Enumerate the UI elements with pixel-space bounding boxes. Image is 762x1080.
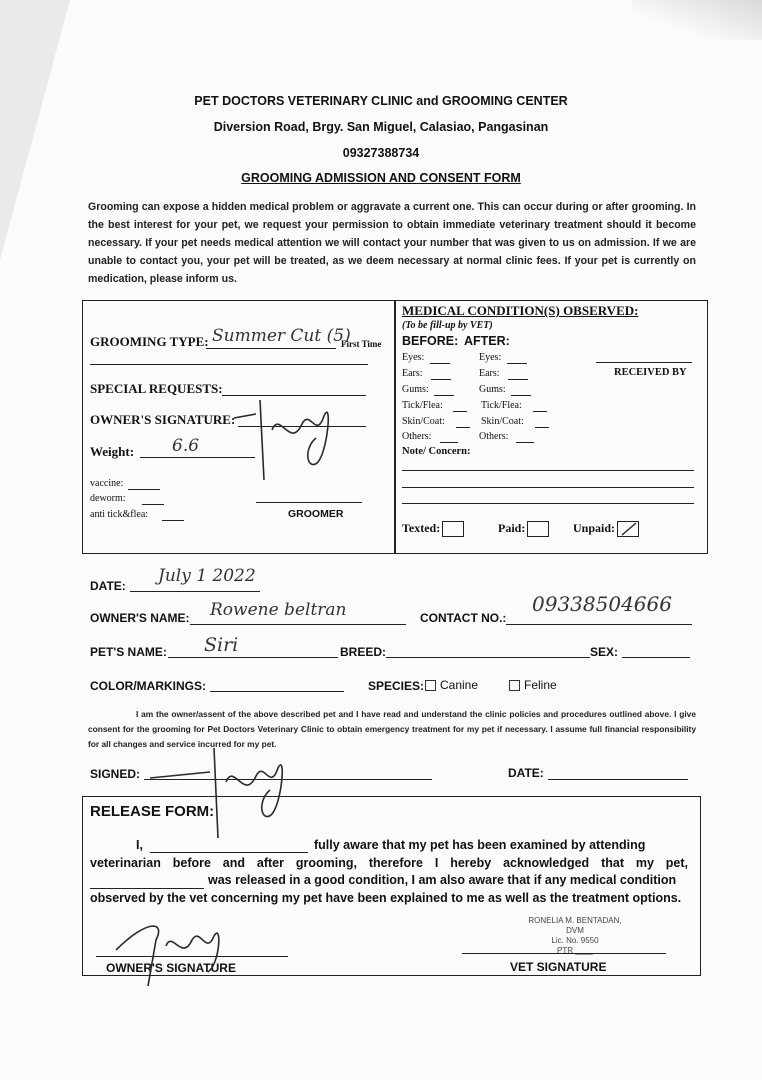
after-eyes: Eyes: — [479, 352, 502, 363]
weight-value: 6.6 — [172, 436, 200, 456]
intro-paragraph: Grooming can expose a hidden medical problem or aggravate a current one. This can occur during or after grooming. In the best interest for your pet, we request your permission to obtain immediate veterinary treatment should it become necessary. If your pet needs medical attention we will contact your number that was given to us on admission. If we are unable to contact you, your pet will be treated, as we deem necessary at normal clinic fees. If your pet is currently on medication, please inform us. — [88, 201, 696, 285]
deworm-line[interactable] — [142, 504, 164, 505]
anti-tick-label: anti tick&flea: — [90, 509, 149, 520]
first-time-label: First Time — [341, 339, 382, 349]
clinic-name: PET DOCTORS VETERINARY CLINIC and GROOMING CENTER — [194, 94, 568, 108]
skin-after-line[interactable] — [535, 427, 549, 428]
owner-signature-label: OWNER'S SIGNATURE: — [90, 412, 236, 427]
release-box-left — [82, 796, 83, 976]
texted-label: Texted: — [402, 521, 441, 535]
signed-label: SIGNED: — [90, 767, 141, 781]
release-pet-line[interactable] — [90, 888, 204, 889]
before-tick: Tick/Flea: — [402, 400, 443, 411]
vet-stamp-ptr: PTR ____ — [556, 946, 594, 955]
release-i-label: I, — [136, 838, 143, 852]
weight-label: Weight: — [90, 444, 135, 459]
received-by-label: RECEIVED BY — [614, 367, 687, 378]
received-by-line[interactable] — [596, 362, 692, 363]
release-line4: observed by the vet concerning my pet have been explained to me as well as the treatment options. — [90, 891, 682, 905]
tick-after-line[interactable] — [533, 411, 547, 412]
consent-date-label: DATE: — [508, 766, 544, 780]
date-line[interactable] — [130, 591, 260, 592]
pet-name-line[interactable] — [168, 657, 338, 658]
after-skin: Skin/Coat: — [481, 416, 524, 427]
species-label: SPECIES: — [368, 679, 425, 693]
sex-label: SEX: — [590, 645, 619, 659]
paid-label: Paid: — [498, 521, 526, 535]
breed-line[interactable] — [386, 657, 590, 658]
medical-subtitle: (To be fill-up by VET) — [402, 320, 493, 331]
contact-label: CONTACT NO.: — [420, 611, 507, 625]
after-ears: Ears: — [479, 368, 500, 379]
after-tick: Tick/Flea: — [481, 400, 522, 411]
paper-corner-shadow — [632, 0, 762, 40]
consent-paragraph: I am the owner/assent of the above described pet and I have read and understand the clinic policies and procedures outlined above. I give consent for the grooming for Pet Doctors Veterinary Clinic to obtain emergency treatment for my pet if necessary. I assume full financial responsibility for all changes and service incurred for my pet. — [88, 709, 696, 749]
gums-before-line[interactable] — [434, 395, 454, 396]
paid-checkbox[interactable] — [527, 521, 549, 537]
clinic-address: Diversion Road, Brgy. San Miguel, Calasiao, Pangasinan — [213, 120, 549, 134]
color-label: COLOR/MARKINGS: — [90, 679, 206, 693]
unpaid-checkbox[interactable] — [617, 521, 639, 537]
note-line-1[interactable] — [402, 470, 694, 471]
canine-label: Canine — [440, 678, 479, 692]
date-value: July 1 2022 — [158, 566, 256, 586]
feline-label: Feline — [524, 678, 557, 692]
skin-before-line[interactable] — [456, 427, 470, 428]
before-others: Others: — [402, 431, 432, 442]
vet-signature-line[interactable] — [462, 953, 666, 954]
others-after-line[interactable] — [516, 442, 534, 443]
sex-line[interactable] — [622, 657, 690, 658]
vaccine-line[interactable] — [128, 489, 160, 490]
contact-value: 09338504666 — [532, 592, 672, 616]
date-label: DATE: — [90, 579, 126, 593]
feline-option[interactable] — [509, 678, 557, 692]
note-label: Note/ Concern: — [402, 446, 471, 457]
release-name-line[interactable] — [150, 852, 308, 853]
note-line-3[interactable] — [402, 503, 694, 504]
ears-after-line[interactable] — [508, 379, 528, 380]
contact-line[interactable] — [506, 624, 692, 625]
texted-checkbox[interactable] — [442, 521, 464, 537]
owner-name-value: Rowene beltran — [210, 600, 347, 620]
texted-option[interactable] — [402, 521, 464, 537]
vet-stamp-name: RONELIA M. BENTADAN, DVM — [528, 916, 622, 935]
grooming-type-line-2[interactable] — [90, 364, 368, 365]
release-signature-scribble — [96, 910, 236, 990]
canine-option[interactable] — [425, 678, 478, 692]
after-gums: Gums: — [479, 384, 506, 395]
release-box-right — [700, 796, 701, 976]
owner-name-label: OWNER'S NAME: — [90, 611, 190, 625]
grooming-type-line[interactable] — [206, 348, 336, 349]
note-line-2[interactable] — [402, 487, 694, 488]
others-before-line[interactable] — [440, 442, 458, 443]
eyes-after-line[interactable] — [507, 363, 527, 364]
special-requests-label: SPECIAL REQUESTS: — [90, 381, 223, 396]
gums-after-line[interactable] — [511, 395, 531, 396]
before-skin: Skin/Coat: — [402, 416, 445, 427]
owner-name-line[interactable] — [190, 624, 406, 625]
grooming-type-value: Summer Cut (5) — [212, 326, 351, 346]
anti-tick-line[interactable] — [162, 520, 184, 521]
owner-signature-release-label: OWNER'S SIGNATURE — [106, 961, 236, 975]
pet-name-label: PET'S NAME: — [90, 645, 167, 659]
form-title: GROOMING ADMISSION AND CONSENT FORM — [241, 171, 521, 185]
color-line[interactable] — [210, 691, 344, 692]
feline-checkbox[interactable] — [509, 680, 520, 691]
paid-option[interactable] — [498, 521, 549, 537]
groomer-line[interactable] — [256, 502, 362, 503]
before-ears: Ears: — [402, 368, 423, 379]
release-title: RELEASE FORM: — [90, 803, 215, 820]
eyes-before-line[interactable] — [430, 363, 450, 364]
grooming-type-label: GROOMING TYPE: — [90, 334, 209, 349]
unpaid-option[interactable] — [573, 521, 639, 537]
before-gums: Gums: — [402, 384, 429, 395]
canine-checkbox[interactable] — [425, 680, 436, 691]
deworm-label: deworm: — [90, 493, 126, 504]
groomer-label: GROOMER — [288, 508, 344, 520]
medical-title: MEDICAL CONDITION(S) OBSERVED: — [402, 303, 639, 318]
release-line3: was released in a good condition, I am also aware that if any medical condition — [208, 873, 677, 887]
before-eyes: Eyes: — [402, 352, 425, 363]
ears-before-line[interactable] — [431, 379, 451, 380]
consent-date-line[interactable] — [548, 779, 688, 780]
consent-signature-scribble — [150, 742, 290, 842]
breed-label: BREED: — [340, 645, 387, 659]
owner-signature-scribble — [220, 390, 360, 490]
vet-stamp-license: Lic. No. 9550 — [551, 936, 599, 945]
vet-signature-label: VET SIGNATURE — [510, 960, 607, 974]
vet-stamp — [526, 916, 624, 956]
unpaid-label: Unpaid: — [573, 521, 616, 535]
tick-before-line[interactable] — [453, 411, 467, 412]
release-line2: veterinarian before and after grooming, therefore I hereby acknowledged that my pet, — [90, 856, 688, 870]
release-line1: fully aware that my pet has been examined by attending — [314, 838, 646, 852]
after-label: AFTER: — [464, 334, 510, 348]
pet-name-value: Siri — [204, 634, 239, 656]
unpaid-check-mark — [618, 522, 638, 536]
before-label: BEFORE: — [402, 334, 459, 348]
vaccine-label: vaccine: — [90, 478, 124, 489]
clinic-phone: 09327388734 — [342, 146, 420, 160]
after-others: Others: — [479, 431, 509, 442]
